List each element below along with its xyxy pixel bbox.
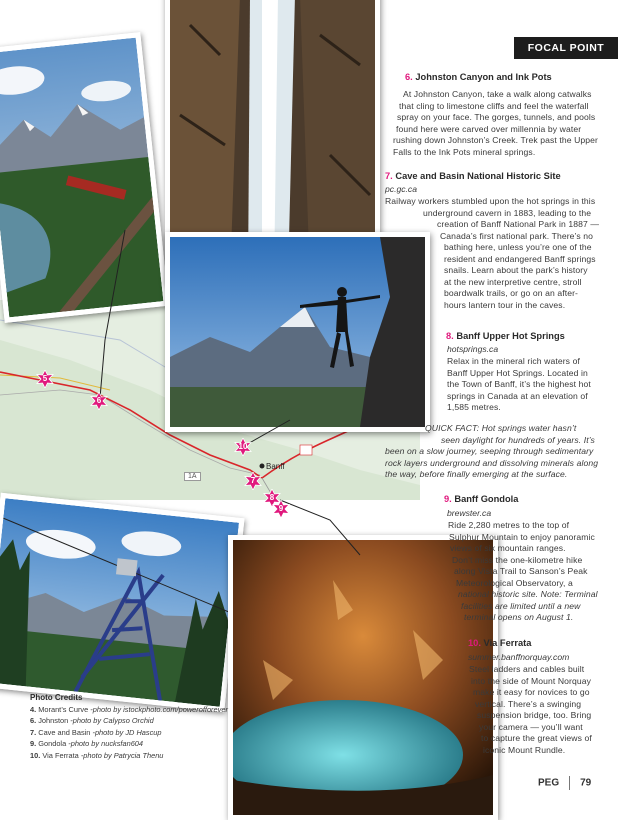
marker-10-label: 10 [238,442,248,451]
s10-url[interactable]: summer.banffnorquay.com [468,652,570,662]
s9-title: Banff Gondola [454,494,519,504]
s10-line: into the side of Mount Norquay [471,675,592,686]
s8-url[interactable]: hotsprings.ca [447,344,499,354]
s6-line: At Johnston Canyon, take a walk along catwalks [403,89,592,99]
s7-line: resident and endangered Banff springs [444,253,596,264]
credit-item: 9. Gondola -photo by nucksfan604 [30,739,144,748]
s10-line: your camera — you’ll want [479,721,583,732]
s9-line: Sulphur Mountain to enjoy panoramic [449,531,595,542]
s7-line: Canada’s first national park. There’s no [440,230,594,241]
s8-heading [446,331,565,341]
s8-quick-fact: rock layers underground and dissolving minerals along [385,457,599,468]
s7-heading [385,171,561,181]
s8-line: Relax in the mineral rich waters of [447,356,580,366]
photo-credits [30,692,228,761]
s9-line: Don’t miss the one-kilometre hike [452,554,583,565]
s9-line: facilities are limited until a new [461,600,581,611]
credit-item: 7. Cave and Basin -photo by JD Hascup [30,727,162,737]
s8-quick-fact: been on a slow journey, seeping through sedimentary [385,446,594,456]
s10-number: 10. [468,638,481,648]
s8-line: the Town of Banff, it’s the highest hot [447,379,591,389]
s8-line: Banff Upper Hot Springs. Located in [447,367,588,378]
s6-line: found here were carved over millennia by water [396,123,582,134]
s7-url[interactable]: pc.gc.ca [385,184,418,194]
s8-number: 8. [446,331,454,341]
marker-6-label: 6 [96,396,102,405]
s9-number: 9. [444,494,452,504]
s7-line: Railway workers stumbled upon the hot springs in this [385,196,596,206]
map-marker-10[interactable] [234,438,252,456]
s8-quick-fact: the way, before finally emerging at the surface. [385,469,568,479]
s8-line: 1,585 metres. [447,402,501,412]
magazine-name: PEG [538,777,560,789]
town-label: Banff [266,462,285,471]
page-number: 79 [580,777,592,789]
s10-line: make it easy for novices to go [473,687,590,697]
s6-number: 6. [405,72,413,82]
s10-line: vertical. There’s a swinging [475,698,582,709]
marker-5-label: 5 [42,374,48,383]
marker-9-label: 9 [278,504,284,513]
map-marker-6[interactable] [90,392,108,410]
s7-line: bathing here, unless you’re one of the [444,242,592,252]
s10-line: Steel ladders and cables built [469,664,585,674]
marker-7-label: 7 [250,476,256,485]
map-marker-9[interactable] [272,500,290,518]
s7-line: at the new interpretive centre, stroll [444,276,582,287]
s9-line: Meteorological Observatory, a [456,577,573,588]
folio-divider [569,776,570,790]
s6-line: rushing down Johnston’s Creek. Trek past the Upper [393,135,598,145]
s10-heading [468,638,531,648]
s9-line: views of six mountain ranges. [450,543,566,553]
s9-url[interactable]: brewster.ca [447,508,492,518]
s9-heading [444,494,518,504]
page-folio [538,776,591,790]
s6-title: Johnston Canyon and Ink Pots [415,72,552,82]
road-label: 1A [184,472,201,481]
credit-item: 4. Morant’s Curve -photo by istockphoto.com/powerofforever [30,704,228,714]
s7-number: 7. [385,171,393,181]
credit-item: 6. Johnston -photo by Calypso Orchid [30,716,154,725]
s10-title: Via Ferrata [483,638,532,648]
s9-line: national historic site. Note: Terminal [458,589,598,599]
s6-line: spray on your face. The gorges, tunnels, and pools [397,112,596,122]
s6-line: Falls to the Ink Pots mineral springs. [393,146,536,157]
s7-line: boardwalk trails, or go on an after- [444,288,579,298]
credits-title: Photo Credits [30,693,83,702]
s7-line: snails. Learn about the park’s history [444,265,588,275]
credit-item: 10. Via Ferrata -photo by Patrycia Thenu [30,750,164,760]
s9-line: Ride 2,280 metres to the top of [448,520,570,530]
s7-title: Cave and Basin National Historic Site [395,171,561,181]
s7-line: underground cavern in 1883, leading to the [423,207,592,218]
s9-line: along Vista Trail to Sanson’s Peak [454,566,588,576]
s9-line: terminal opens on August 1. [464,612,574,622]
section-banner: FOCAL POINT [514,37,618,59]
s8-title: Banff Upper Hot Springs [456,331,565,341]
s7-line: hours lantern tour in the caves. [444,299,566,310]
s8-quick-fact: seen daylight for hundreds of years. It’s [441,434,595,445]
s7-line: creation of Banff National Park in 1887 — [437,219,600,229]
s8-quick-fact: QUICK FACT: Hot springs water hasn’t [425,423,577,433]
map-marker-7[interactable] [244,472,262,490]
s10-line: iconic Mount Rundle. [483,744,566,755]
map-marker-5[interactable] [36,370,54,388]
s10-line: suspension bridge, too. Bring [477,710,592,720]
marker-8-label: 8 [269,493,275,502]
s6-heading [405,72,552,82]
s6-line: that cling to limestone cliffs and feel the waterfall [399,100,589,111]
s10-line: to capture the great views of [481,733,592,743]
s8-line: springs in Canada at an elevation of [447,390,588,401]
